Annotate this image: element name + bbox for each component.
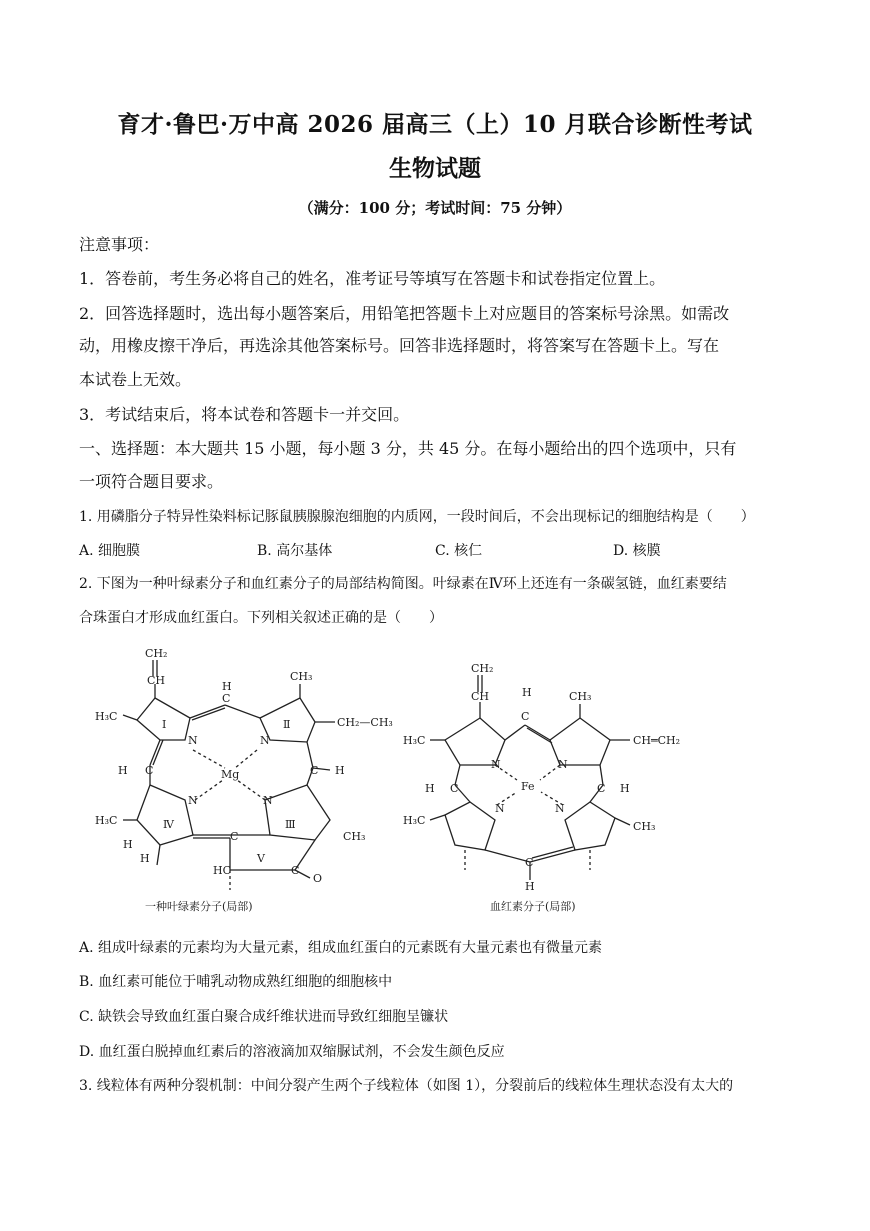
chl-label-h-low: H — [123, 838, 133, 851]
notice-line-2: 2．回答选择题时，选出每小题答案后，用铅笔把答题卡上对应题目的答案标号涂黑。如需改 — [79, 304, 730, 323]
chl-label-o: O — [313, 872, 323, 885]
chl-label-c-bottom: C — [230, 830, 239, 843]
molecule-diagram — [85, 640, 705, 920]
exam-meta: （满分：100 分；考试时间：75 分钟） — [298, 199, 572, 217]
heme-label-h-bottom: H — [525, 880, 535, 893]
chl-ring-4: Ⅳ — [163, 818, 174, 831]
q1-option-a: A. 细胞膜 — [79, 543, 141, 559]
chl-label-n4: N — [263, 794, 273, 807]
chl-caption: 一种叶绿素分子(局部) — [145, 900, 253, 913]
chl-label-ch3-top: CH₃ — [290, 670, 313, 683]
heme-label-fe: Fe — [521, 780, 535, 793]
chl-label-h3c-low: H₃C — [95, 814, 118, 827]
chl-label-h3c: H₃C — [95, 710, 118, 723]
q1-option-d: D. 核膜 — [613, 543, 661, 559]
heme-label-n2: N — [558, 758, 568, 771]
heme-label-h-top: H — [522, 686, 532, 699]
heme-label-h3c: H₃C — [403, 734, 426, 747]
q1-stem: 1. 用磷脂分子特异性染料标记豚鼠胰腺腺泡细胞的内质网，一段时间后，不会出现标记的细胞结构是（ ） — [79, 509, 755, 525]
notice-heading: 注意事项： — [79, 235, 160, 254]
heme-label-ch3-low: CH₃ — [633, 820, 656, 833]
section-heading-1: 一、选择题：本大题共 15 小题，每小题 3 分，共 45 分。在每小题给出的四个选项中，只有 — [79, 439, 737, 458]
q3-stem: 3. 线粒体有两种分裂机制：中间分裂产生两个子线粒体（如图 1），分裂前后的线粒体生理状态没有太大的 — [79, 1078, 734, 1094]
q2-option-d: D. 血红蛋白脱掉血红素后的溶液滴加双缩脲试剂，不会发生颜色反应 — [79, 1044, 505, 1060]
heme-label-ch: CH — [471, 690, 490, 703]
q2-option-c: C. 缺铁会导致血红蛋白聚合成纤维状进而导致红细胞呈镰状 — [79, 1009, 449, 1025]
heme-label-n4: N — [555, 802, 565, 815]
chl-label-hc: HC — [213, 864, 232, 877]
heme-label-c-top: C — [521, 710, 530, 723]
heme-label-c-right: C — [597, 782, 606, 795]
heme-label-c-left: C — [450, 782, 459, 795]
chl-label-n3: N — [188, 794, 198, 807]
chl-label-h-low2: H — [140, 852, 150, 865]
q2-option-a: A. 组成叶绿素的元素均为大量元素，组成血红蛋白的元素既有大量元素也有微量元素 — [79, 940, 603, 956]
chl-ring-3: Ⅲ — [285, 818, 296, 831]
exam-subject: 生物试题 — [389, 155, 481, 182]
heme-label-ch2: CH₂ — [471, 662, 494, 675]
chl-label-h-right: H — [335, 764, 345, 777]
chl-ring-5: Ⅴ — [257, 852, 265, 865]
chl-ring-1: Ⅰ — [162, 718, 167, 731]
q2-stem-1: 2. 下图为一种叶绿素分子和血红素分子的局部结构简图。叶绿素在Ⅳ环上还连有一条碳氢链，血红素要结 — [79, 576, 727, 592]
section-heading-2: 一项符合题目要求。 — [79, 472, 224, 491]
chl-label-h-top: H — [222, 680, 232, 693]
heme-label-h3c-low: H₃C — [403, 814, 426, 827]
chl-label-ch2ch3: CH₂—CH₃ — [337, 716, 393, 729]
chl-label-c-top: C — [222, 692, 231, 705]
molecule-figure — [85, 640, 705, 920]
heme-label-h-right: H — [620, 782, 630, 795]
chl-label-h-left: H — [118, 764, 128, 777]
heme-label-ch-ch2: CH═CH₂ — [633, 734, 681, 747]
chl-label-ch2: CH₂ — [145, 647, 168, 660]
chl-ring-2: Ⅱ — [283, 718, 291, 731]
chl-label-n1: N — [188, 734, 198, 747]
heme-label-ch3-top: CH₃ — [569, 690, 592, 703]
chl-label-c-o: C — [291, 864, 300, 877]
notice-line-1: 1．答卷前，考生务必将自己的姓名，准考证号等填写在答题卡和试卷指定位置上。 — [79, 269, 666, 288]
notice-line-4: 本试卷上无效。 — [79, 370, 192, 389]
q1-option-c: C. 核仁 — [435, 543, 483, 559]
heme-label-n1: N — [491, 758, 501, 771]
chl-label-ch3-low: CH₃ — [343, 830, 366, 843]
q2-stem-2: 合珠蛋白才形成血红蛋白。下列相关叙述正确的是（ ） — [79, 610, 443, 626]
notice-line-3: 动，用橡皮擦干净后，再选涂其他答案标号。回答非选择题时，将答案写在答题卡上。写在 — [79, 336, 720, 355]
q1-option-b: B. 高尔基体 — [257, 543, 333, 559]
chl-label-c-left: C — [145, 764, 154, 777]
heme-label-c-bottom: C — [525, 856, 534, 869]
heme-label-n3: N — [495, 802, 505, 815]
heme-label-h-left: H — [425, 782, 435, 795]
exam-title: 育才·鲁巴·万中高 2026 届高三（上）10 月联合诊断性考试 — [117, 111, 753, 138]
q2-option-b: B. 血红素可能位于哺乳动物成熟红细胞的细胞核中 — [79, 974, 393, 990]
chl-label-n2: N — [260, 734, 270, 747]
chl-label-ch: CH — [147, 674, 166, 687]
notice-line-5: 3．考试结束后，将本试卷和答题卡一并交回。 — [79, 405, 410, 424]
chl-label-mg: Mg — [221, 768, 240, 781]
heme-caption: 血红素分子(局部) — [490, 900, 576, 913]
chl-label-c-right: C — [310, 764, 319, 777]
